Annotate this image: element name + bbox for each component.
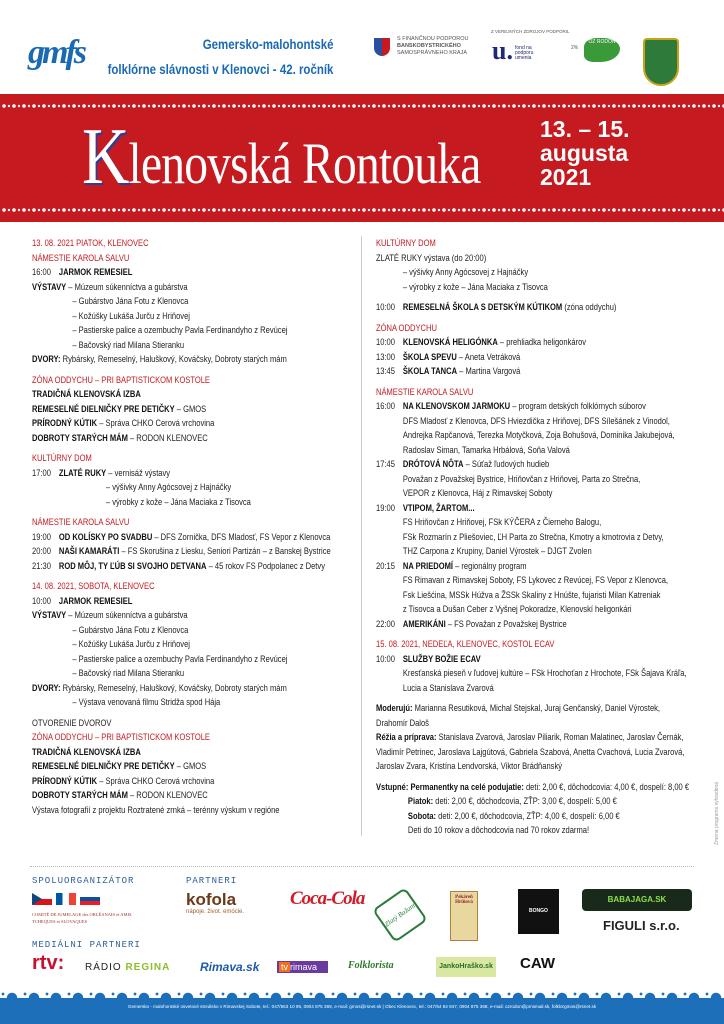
program-row <box>32 352 351 367</box>
program-row <box>376 443 712 458</box>
event-text: Kresťanská pieseň v ľudovej kultúre – FSk Hrochoťan z Hrochote, FSk Šajava Kráľa, <box>402 668 687 678</box>
coorganizer-label: SPOLUORGANIZÁTOR <box>32 876 135 886</box>
event-title: VÝSTAVY <box>32 610 67 620</box>
section-heading <box>376 236 712 251</box>
rimava-sk-logo: Rimava.sk <box>200 960 260 974</box>
regina-word1: RÁDIO <box>85 962 122 973</box>
event-text: – výšivky Anny Agócsovej z Hajnáčky <box>402 267 529 277</box>
program-row <box>32 745 351 760</box>
program-row <box>376 280 712 295</box>
event-text: – FS Považan z Považskej Bystrice <box>445 618 567 629</box>
event-text: FS Rimavan z Rimavskej Soboty, FS Lykovec z Revúcej, FS Vepor z Klenovca, <box>402 575 669 585</box>
event-text: – Martina Vargová <box>457 366 521 376</box>
program-row <box>32 666 351 681</box>
event-text: – FS Skorušina z Liesku, Seniori Partizán – z Banskej Bystrice <box>119 546 331 556</box>
figuli-logo: FIGULI s.r.o. <box>603 918 680 933</box>
event-title: KLENOVSKÁ HELIGÓNKA <box>402 337 498 347</box>
event-title: AMERIKÁNI <box>402 618 446 629</box>
event-text: (zóna oddychu) <box>562 302 617 312</box>
event-text: – vernisáž výstavy <box>106 467 171 478</box>
event-text: ZLATÉ RUKY výstava (do 20:00) <box>376 252 487 263</box>
program-row <box>32 387 351 402</box>
czech-flag-icon <box>32 893 52 905</box>
event-title: PRÍRODNÝ KÚTIK <box>32 418 98 428</box>
program-row <box>376 265 712 280</box>
event-title: DVORY: <box>32 354 61 364</box>
event-text: FS Hriňovčan z Hriňovej, FSk KÝČERA z Čierneho Balogu, <box>402 517 602 527</box>
event-text: – Správa CHKO Cerová vrchovina <box>97 775 215 786</box>
program-row <box>376 472 712 487</box>
program-row <box>376 559 712 574</box>
event-text: – Kožúšky Lukáša Jurču z Hriňovej <box>72 310 190 321</box>
program-row <box>32 495 351 510</box>
section-heading <box>376 321 712 336</box>
section-heading-text: NÁMESTIE KAROLA SALVU <box>32 252 130 263</box>
event-title: NA KLENOVSKOM JARMOKU <box>402 401 511 411</box>
section-heading <box>376 385 712 400</box>
program-row <box>32 623 351 638</box>
program-row <box>32 530 351 545</box>
event-text: – program detských folklórnych súborov <box>510 401 646 411</box>
gmfs-logo: gmfs <box>28 34 84 71</box>
event-text: – RODON KLENOVEC <box>127 790 208 800</box>
program-row <box>376 399 712 414</box>
event-text: THZ Carpona z Krupiny, Daniel Výrostek – DJGT Zvolen <box>402 546 592 556</box>
fpu-text: fond na podporu umenia <box>515 45 534 61</box>
event-time: 17:45 <box>376 459 395 469</box>
program-row <box>376 602 712 617</box>
program-row <box>376 730 712 745</box>
program-row <box>376 515 712 530</box>
comite-text: COMITÉ DE JUMELAGE des ORLÉANAIS et AMIS TCHEQUES et SLOVAQUES <box>32 912 132 924</box>
program-row <box>376 457 712 472</box>
fpu-logo: u. <box>492 36 513 65</box>
ozrodon-text: OZ RODON <box>588 39 616 45</box>
section-heading <box>32 579 351 594</box>
event-text: – RODON KLENOVEC <box>127 432 208 443</box>
tv-rimava-logo <box>277 961 328 973</box>
program-row <box>32 480 351 495</box>
jankohrasko-logo: JankoHraško.sk <box>436 957 496 977</box>
program-row <box>32 559 351 574</box>
event-time: 10:00 <box>376 653 395 664</box>
bbsk-line: BANSKOBYSTRICKÉHO <box>397 43 461 49</box>
event-text: Andrejka Rapčanová, Terezka Motyčková, Zoja Bohušová, Dominika Jakubejová, <box>402 430 675 440</box>
event-title: Réžia a príprava: <box>376 732 437 742</box>
program-row <box>32 788 351 803</box>
program-row <box>376 428 712 443</box>
event-time: 20:15 <box>376 560 395 571</box>
event-time: 10:00 <box>376 337 395 347</box>
program-row <box>376 350 712 365</box>
event-title: NAŠI KAMARÁTI <box>58 546 120 556</box>
program-row <box>32 594 351 609</box>
event-title: Piatok: <box>407 796 434 806</box>
section-heading <box>32 730 351 745</box>
program-row <box>32 402 351 417</box>
section-heading <box>32 451 351 466</box>
event-title: NA PRIEDOMÍ <box>402 560 454 571</box>
event-text: Marianna Resutiková, Michal Stejskal, Juraj Genčanský, Daniel Výrostek, <box>412 703 661 713</box>
program-row <box>376 300 712 315</box>
bbsk-line: S FINANČNOU PODPOROU <box>397 36 469 42</box>
slovak-flag-icon <box>80 893 100 905</box>
event-title: JARMOK REMESIEL <box>58 267 133 277</box>
fpu-caption: Z VEREJNÝCH ZDROJOV PODPORIL <box>491 29 570 34</box>
event-text: Rybársky, Remeselný, Haluškový, Kováčsky, Dobroty starých mám <box>60 354 287 364</box>
section-heading <box>32 515 351 530</box>
program-row <box>376 588 712 603</box>
program-row <box>32 803 351 818</box>
event-text: – Gubárstvo Jána Fotu z Klenovca <box>72 624 189 635</box>
program-row <box>32 466 351 481</box>
event-title: TRADIČNÁ KLENOVSKÁ IZBA <box>32 746 141 757</box>
folklorista-logo: Folklorista <box>348 960 394 971</box>
event-title <box>82 112 481 203</box>
tv-word: tv <box>281 962 289 972</box>
event-text: Radoslav Siman, Tamarka Hrbálová, Soňa Valová <box>402 444 570 455</box>
event-text: – Kožúšky Lukáša Jurču z Hriňovej <box>72 639 190 649</box>
date-line1: 13. – 15. <box>540 116 630 142</box>
event-text: – Pastierske palice a ozembuchy Pavla Ferdinandyho z Revúcej <box>72 325 288 335</box>
event-text: – GMOS <box>174 761 207 771</box>
klenovec-crest-icon <box>643 38 679 86</box>
event-text: – Súťaž ľudových hudieb <box>463 459 550 469</box>
program-row <box>32 681 351 696</box>
rtv-logo: rtv: <box>32 952 65 974</box>
festival-title-line2: folklórne slávnosti v Klenovci - 42. ročník <box>107 61 333 77</box>
event-time: 20:00 <box>32 546 51 556</box>
section-heading <box>376 637 712 652</box>
program-row <box>376 716 712 731</box>
section-heading-text: KULTÚRNY DOM <box>376 238 436 248</box>
section-heading-text: 13. 08. 2021 PIATOK, KLENOVEC <box>32 238 149 248</box>
media-partners-label: MEDIÁLNI PARTNERI <box>32 940 141 950</box>
title-rest: lenovská Rontouka <box>128 131 481 196</box>
program-row <box>376 251 712 266</box>
program-row <box>32 637 351 652</box>
zlaty-bazant-logo: Zlatý Bažant <box>372 887 428 943</box>
program-row <box>376 335 712 350</box>
event-text: deti: 2,00 €, dôchodcovia, ZŤP: 3,00 €, dospelí: 5,00 € <box>433 796 617 806</box>
event-text: Drahomír Daloš <box>376 717 429 728</box>
column-divider <box>361 236 362 836</box>
event-text: Rybársky, Remeselný, Haluškový, Kováčsky, Dobroty starých mám <box>60 682 287 693</box>
event-text: Fsk Liešćina, MSSk Húžva a ŽSSk Skaliny z Hnúšte, fujaristi Milan Katreniak <box>402 589 661 600</box>
event-time: 22:00 <box>376 618 395 629</box>
program-row <box>376 701 712 716</box>
radio-regina-logo <box>85 962 170 973</box>
event-text: z Tisovca a Dušan Ceber z Vyšnej Pokoradze, Klenovskí heligonkári <box>402 604 632 614</box>
program-row <box>376 617 712 632</box>
footer-band <box>0 998 724 1024</box>
program-row <box>32 608 351 623</box>
event-text: – výrobky z kože – Jána Maciaka z Tisovca <box>402 281 548 292</box>
date-line3: 2021 <box>540 164 592 190</box>
event-text: – prehliadka heligonkárov <box>497 337 587 347</box>
section-heading-text: 15. 08. 2021, NEDEĽA, KLENOVEC, KOSTOL ECAV <box>376 639 555 649</box>
program-change-note: Zmena programu vyhradená <box>714 781 720 845</box>
program-row <box>32 544 351 559</box>
event-title: REMESELNÉ DIELNIČKY PRE DETIČKY <box>32 761 175 771</box>
program-row <box>32 431 351 446</box>
event-text: DFS Mladosť z Klenovca, DFS Hviezdička z Hriňovej, DFS Sílešánek z Vinodol, <box>402 415 670 426</box>
event-text: deti: 2,00 €, dôchodcovia: 4,00 €, dospelí: 8,00 € <box>523 781 690 792</box>
bongo-logo: BONGO <box>518 889 559 934</box>
date-line2: augusta <box>540 140 629 166</box>
percent-label: 2% <box>571 45 579 51</box>
event-text: – 45 rokov FS Podpolanec z Detvy <box>206 560 325 571</box>
pekaren-logo: Pekáreň Hriňová <box>450 891 478 941</box>
program-row <box>376 759 712 774</box>
section-heading <box>32 251 351 266</box>
program-row <box>32 280 351 295</box>
program-row <box>376 745 712 760</box>
event-title: OD KOLÍSKY PO SVADBU <box>58 531 153 542</box>
event-title: JARMOK REMESIEL <box>58 595 133 606</box>
program-row <box>32 759 351 774</box>
kofola-tagline: nápoje. život. emócie. <box>186 909 245 915</box>
program-row <box>376 544 712 559</box>
program-row <box>376 794 712 809</box>
event-title: Moderujú: <box>376 703 413 713</box>
program-row <box>376 486 712 501</box>
event-title: DRÓTOVÁ NÔTA <box>402 459 464 469</box>
section-heading-text: ZÓNA ODDYCHU – PRI BAPTISTICKOM KOSTOLE <box>32 374 210 385</box>
section-heading <box>32 373 351 388</box>
program-row <box>32 338 351 353</box>
program-row <box>32 265 351 280</box>
event-text: – Aneta Vetráková <box>456 351 521 362</box>
event-text: – Múzeum súkenníctva a gubárstva <box>66 281 188 292</box>
event-title: DVORY: <box>32 682 61 693</box>
event-title: Sobota: <box>407 810 437 821</box>
program-row <box>376 414 712 429</box>
event-title: DOBROTY STARÝCH MÁM <box>32 790 128 800</box>
event-time: 16:00 <box>376 401 395 411</box>
program-row <box>376 501 712 516</box>
cocacola-logo: Coca-Cola <box>290 888 365 909</box>
program-right-column <box>376 236 712 838</box>
program-row <box>376 530 712 545</box>
partners-label: PARTNERI <box>186 876 238 886</box>
program-row <box>376 681 712 696</box>
section-heading-text: NÁMESTIE KAROLA SALVU <box>32 517 130 527</box>
event-text: – Bačovský riad Milana Stieranku <box>72 339 185 350</box>
festival-title-line1: Gemersko-malohontské <box>202 36 333 52</box>
event-text: Považan z Považskej Bystrice, Hriňovčan z Hriňovej, Parta zo Strečna, <box>402 473 641 484</box>
program-row <box>376 666 712 681</box>
event-time: 10:00 <box>32 595 51 606</box>
event-time: 10:00 <box>376 302 395 312</box>
event-text: – DFS Zornička, DFS Mladosť, FS Vepor z Klenovca <box>152 531 331 542</box>
babajaga-logo: BABAJAGA.SK <box>582 889 692 911</box>
program-row <box>32 652 351 667</box>
event-text: – Bačovský riad Milana Stieranku <box>72 668 185 678</box>
event-title: PRÍRODNÝ KÚTIK <box>32 775 98 786</box>
event-text: Výstava fotografií z projektu Roztratené zrnká – terénny výskum v regióne <box>32 804 280 815</box>
event-title: Vstupné: Permanentky na celé podujatie: <box>376 781 524 792</box>
section-heading-text: NÁMESTIE KAROLA SALVU <box>376 386 474 397</box>
event-time: 17:00 <box>32 467 51 478</box>
lace-ornament-top <box>0 100 724 112</box>
section-heading-text: KULTÚRNY DOM <box>32 453 92 463</box>
section-heading-text: ZÓNA ODDYCHU <box>376 322 437 333</box>
bbsk-text <box>397 36 469 57</box>
event-text: – Správa CHKO Cerová vrchovina <box>97 418 215 428</box>
event-time: 16:00 <box>32 267 51 277</box>
regina-word2: REGINA <box>125 962 171 973</box>
event-title: TRADIČNÁ KLENOVSKÁ IZBA <box>32 389 141 399</box>
event-title: ŠKOLA SPEVU <box>402 351 457 362</box>
event-text: VEPOR z Klenovca, Háj z Rimavskej Soboty <box>402 488 553 498</box>
event-text: – Gubárstvo Jána Fotu z Klenovca <box>72 296 189 306</box>
rimava-word: rimava <box>290 962 318 972</box>
event-text: OTVORENIE DVOROV <box>32 717 112 728</box>
event-title: ŠKOLA TANCA <box>402 366 458 376</box>
event-text: deti: 2,00 €, dôchodcovia, ZŤP: 4,00 €, dospelí: 6,00 € <box>436 810 620 821</box>
event-title: DOBROTY STARÝCH MÁM <box>32 432 128 443</box>
event-text: – Múzeum súkenníctva a gubárstva <box>66 610 188 620</box>
event-title: ROD MÔJ, TY ĽÚB SI SVOJHO DETVANA <box>58 560 207 571</box>
program-row <box>376 573 712 588</box>
program-row <box>32 309 351 324</box>
program-row <box>376 809 712 824</box>
event-text: Lucia a Stanislava Zvarová <box>402 682 494 693</box>
event-text: Jaroslav Zvara, Kristína Lendvorská, Viktor Brádňanský <box>376 761 563 771</box>
title-initial: K <box>82 113 129 201</box>
french-flag-icon <box>56 893 76 905</box>
section-heading <box>32 236 351 251</box>
program-row <box>376 780 712 795</box>
event-title: REMESELNÁ ŠKOLA S DETSKÝM KÚTIKOM <box>402 302 563 312</box>
event-title: SLUŽBY BOŽIE ECAV <box>402 653 481 664</box>
event-title: VTIPOM, ŽARTOM... <box>402 502 475 513</box>
event-text: Stanislava Zvarová, Jaroslav Piliarik, Roman Malatinec, Jaroslav Černák, <box>436 732 684 742</box>
event-time: 13:45 <box>376 366 395 376</box>
program-row <box>32 416 351 431</box>
event-time: 19:00 <box>376 502 395 513</box>
event-text: – výrobky z kože – Jána Maciaka z Tisovca <box>105 496 251 507</box>
program-row <box>32 774 351 789</box>
event-title: REMESELNÉ DIELNIČKY PRE DETIČKY <box>32 403 175 414</box>
event-time: 19:00 <box>32 531 51 542</box>
program-row <box>32 695 351 710</box>
event-time: 21:30 <box>32 560 51 571</box>
event-text: Vladimír Petrinec, Jaroslava Lajgútová, Gabriela Szabová, Anetta Cvachová, Lucia Zvarová, <box>376 746 685 757</box>
program-row <box>32 716 351 731</box>
section-heading-text: 14. 08. 2021, SOBOTA, KLENOVEC <box>32 581 155 591</box>
caw-logo: CAW <box>520 955 555 972</box>
bbsk-crest-icon <box>374 38 390 56</box>
program-row <box>32 294 351 309</box>
event-time: 13:00 <box>376 351 395 362</box>
event-text: – regionálny program <box>453 560 527 571</box>
program-row <box>376 364 712 379</box>
event-text: – GMOS <box>174 403 207 414</box>
lace-ornament-bottom <box>0 204 724 216</box>
ozrodon-logo <box>584 38 620 62</box>
section-heading-text: ZÓNA ODDYCHU – PRI BAPTISTICKOM KOSTOLE <box>32 732 210 742</box>
kofola-logo: kofola <box>186 890 237 909</box>
event-text: – Pastierske palice a ozembuchy Pavla Ferdinandyho z Revúcej <box>72 653 288 664</box>
event-text: – výšivky Anny Agócsovej z Hajnáčky <box>105 482 232 492</box>
event-title: VÝSTAVY <box>32 281 67 292</box>
event-text: – Výstava venovaná filmu Stridža spod Hája <box>72 697 221 707</box>
event-title: ZLATÉ RUKY <box>58 467 107 478</box>
bbsk-line: SAMOSPRÁVNEHO KRAJA <box>397 50 467 56</box>
section-divider <box>30 866 694 867</box>
program-row <box>376 823 712 838</box>
event-text: Deti do 10 rokov a dôchodcovia nad 70 rokov zdarma! <box>407 825 590 835</box>
footer-contacts: Gemersko - malohontské osvetové stredisko v Rimavskej Sobote, tel.: 047/563 10 95, 0904 875 369, e-mail: gmos@rsnet.sk | Obec Klenovec, tel.: 047/54 84 947, 0904 875 368, e-mail: ozrodon@pmsmail.sk, folklorgmos@rsnet.sk <box>127 1004 597 1009</box>
program-left-column <box>32 236 351 817</box>
program-row <box>32 323 351 338</box>
program-row <box>376 652 712 667</box>
flags <box>32 892 104 910</box>
event-text: FSk Rozmarín z Pliešoviec, ĽH Parta zo Strečna, Kmotry a kmotrovia z Detvy, <box>402 531 664 542</box>
